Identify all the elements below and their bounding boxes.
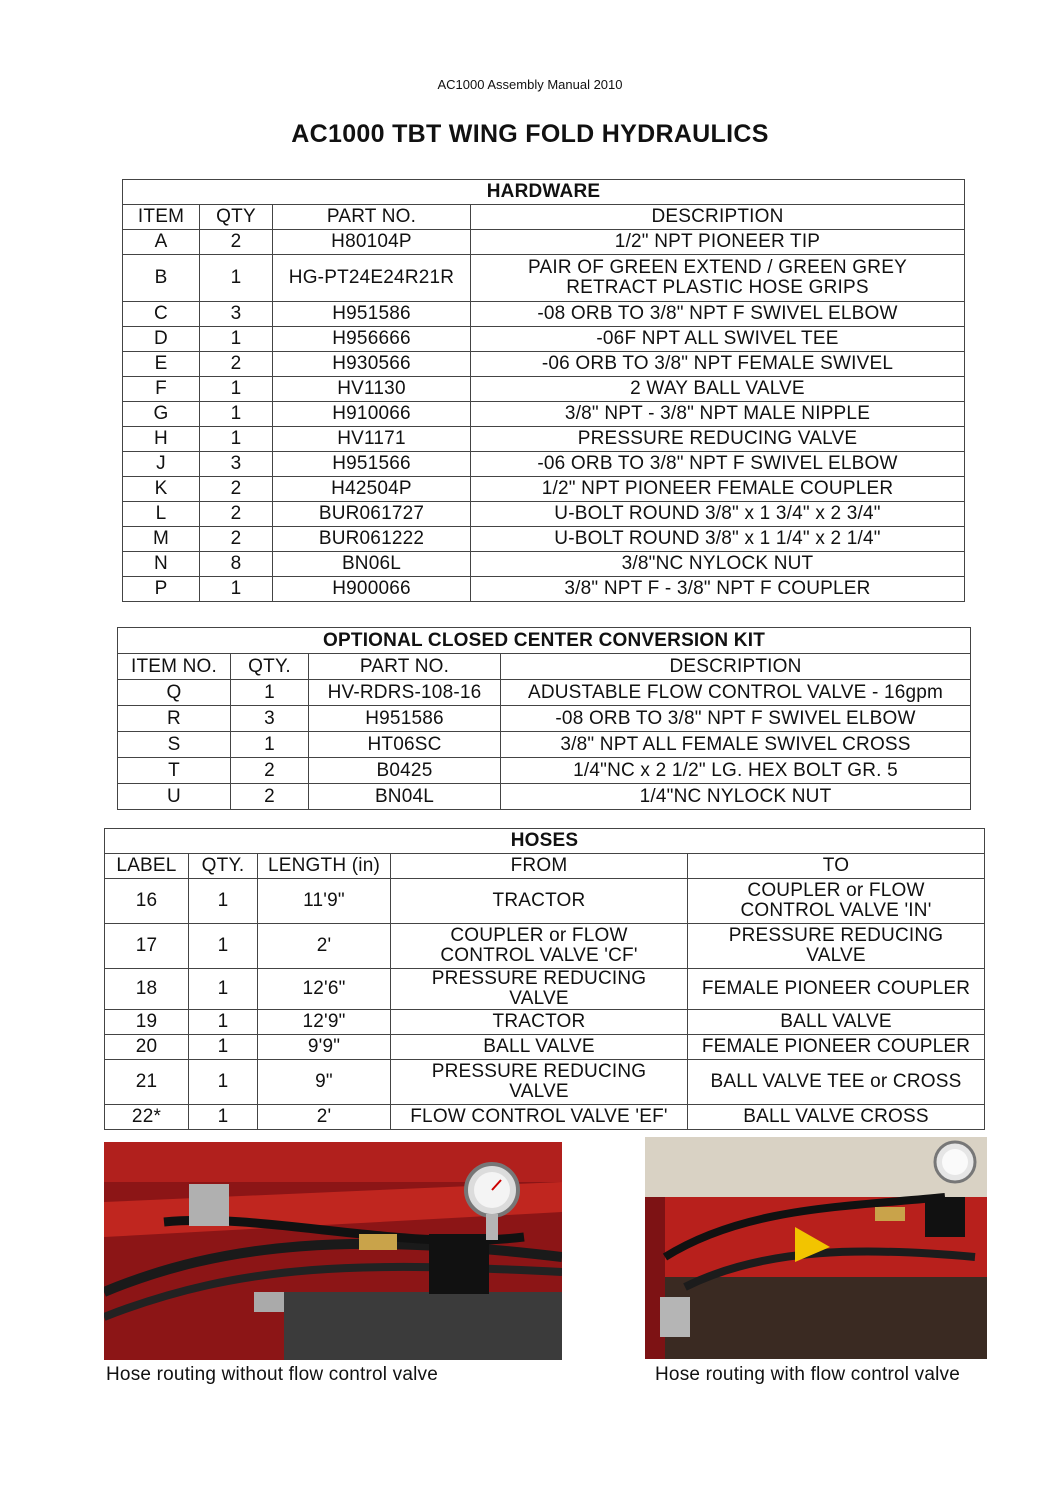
from-cell (391, 924, 688, 969)
to-line: CONTROL VALVE 'IN' (740, 900, 932, 921)
column-header: QTY (200, 205, 273, 230)
part-cell: HV1171 (273, 427, 471, 452)
from-cell (391, 969, 688, 1010)
qty-cell: 1 (189, 924, 258, 969)
table-row (118, 758, 971, 784)
part-cell: H900066 (273, 577, 471, 602)
part-cell: BUR061727 (273, 502, 471, 527)
item-cell: A (123, 230, 200, 255)
from-line: COUPLER or FLOW (450, 925, 628, 946)
item-cell: E (123, 352, 200, 377)
from-line: PRESSURE REDUCING (431, 968, 647, 989)
from-cell (391, 879, 688, 924)
from-line: TRACTOR (492, 890, 586, 911)
description-cell: -06 ORB TO 3/8" NPT FEMALE SWIVEL (471, 352, 965, 377)
column-header: PART NO. (273, 205, 471, 230)
description-cell: PRESSURE REDUCING VALVE (471, 427, 965, 452)
part-cell: HG-PT24E24R21R (273, 255, 471, 302)
part-cell: H42504P (273, 477, 471, 502)
description-cell: -08 ORB TO 3/8" NPT F SWIVEL ELBOW (501, 706, 971, 732)
length-cell: 9" (258, 1060, 391, 1105)
from-cell: FLOW CONTROL VALVE 'EF' (391, 1105, 688, 1130)
qty-cell: 2 (200, 502, 273, 527)
table-row (123, 427, 965, 452)
qty-cell: 1 (200, 255, 273, 302)
label-cell: 22* (105, 1105, 189, 1130)
length-cell: 2' (258, 924, 391, 969)
qty-cell: 2 (200, 527, 273, 552)
to-cell: BALL VALVE (688, 1010, 985, 1035)
description-cell: 2 WAY BALL VALVE (471, 377, 965, 402)
photo-hose-routing-without-flow-control (104, 1142, 562, 1360)
description-line: PAIR OF GREEN EXTEND / GREEN GREY (528, 257, 907, 278)
column-header: ITEM NO. (118, 654, 231, 680)
to-line: PRESSURE REDUCING (728, 925, 944, 946)
to-cell: BALL VALVE TEE or CROSS (688, 1060, 985, 1105)
optional-kit-table (117, 627, 971, 810)
to-cell (688, 879, 985, 924)
to-cell (688, 924, 985, 969)
length-cell: 12'6" (258, 969, 391, 1010)
item-cell: F (123, 377, 200, 402)
to-cell: FEMALE PIONEER COUPLER (688, 969, 985, 1010)
from-cell: TRACTOR (391, 1010, 688, 1035)
qty-cell: 1 (189, 1010, 258, 1035)
item-cell: T (118, 758, 231, 784)
qty-cell: 1 (231, 680, 309, 706)
from-line: VALVE (509, 988, 569, 1009)
label-cell: 20 (105, 1035, 189, 1060)
description-cell: 3/8" NPT ALL FEMALE SWIVEL CROSS (501, 732, 971, 758)
part-cell: H930566 (273, 352, 471, 377)
qty-cell: 2 (200, 230, 273, 255)
qty-cell: 2 (231, 758, 309, 784)
table-row (123, 402, 965, 427)
table-row (123, 255, 965, 302)
label-cell: 19 (105, 1010, 189, 1035)
qty-cell: 1 (200, 402, 273, 427)
item-cell: C (123, 302, 200, 327)
table-row (118, 706, 971, 732)
part-cell: BN04L (309, 784, 501, 810)
from-cell (391, 1060, 688, 1105)
from-cell: BALL VALVE (391, 1035, 688, 1060)
running-header: AC1000 Assembly Manual 2010 (437, 77, 623, 92)
qty-cell: 1 (200, 427, 273, 452)
item-cell: K (123, 477, 200, 502)
table-row (123, 452, 965, 477)
qty-cell: 8 (200, 552, 273, 577)
column-header: DESCRIPTION (501, 654, 971, 680)
part-cell: H951586 (309, 706, 501, 732)
table-row (105, 969, 985, 1010)
to-line: COUPLER or FLOW (747, 880, 925, 901)
part-cell: H80104P (273, 230, 471, 255)
item-cell: R (118, 706, 231, 732)
description-cell: 3/8" NPT - 3/8" NPT MALE NIPPLE (471, 402, 965, 427)
qty-cell: 2 (200, 352, 273, 377)
table-row (123, 230, 965, 255)
qty-cell: 1 (189, 879, 258, 924)
item-cell: L (123, 502, 200, 527)
item-cell: N (123, 552, 200, 577)
item-cell: J (123, 452, 200, 477)
table-row (123, 502, 965, 527)
table-row (123, 352, 965, 377)
qty-cell: 1 (200, 377, 273, 402)
description-cell: 1/4"NC x 2 1/2" LG. HEX BOLT GR. 5 (501, 758, 971, 784)
length-cell: 2' (258, 1105, 391, 1130)
qty-cell: 1 (189, 969, 258, 1010)
part-cell: HV-RDRS-108-16 (309, 680, 501, 706)
table-row (105, 879, 985, 924)
part-cell: BUR061222 (273, 527, 471, 552)
description-cell: -08 ORB TO 3/8" NPT F SWIVEL ELBOW (471, 302, 965, 327)
item-cell: D (123, 327, 200, 352)
table-row (118, 784, 971, 810)
photo-caption: Hose routing without flow control valve (106, 1364, 439, 1385)
from-line: PRESSURE REDUCING (431, 1061, 647, 1082)
part-cell: B0425 (309, 758, 501, 784)
length-cell: 12'9" (258, 1010, 391, 1035)
hardware-table (122, 179, 965, 602)
photo-illustration (104, 1142, 562, 1360)
qty-cell: 2 (231, 784, 309, 810)
label-cell: 18 (105, 969, 189, 1010)
description-cell: 3/8" NPT F - 3/8" NPT F COUPLER (471, 577, 965, 602)
qty-cell: 2 (200, 477, 273, 502)
part-cell: HV1130 (273, 377, 471, 402)
column-header: LABEL (105, 854, 189, 879)
photo-hose-routing-with-flow-control (645, 1137, 987, 1359)
qty-cell: 1 (189, 1105, 258, 1130)
qty-cell: 1 (200, 577, 273, 602)
part-cell: H951586 (273, 302, 471, 327)
description-cell: -06F NPT ALL SWIVEL TEE (471, 327, 965, 352)
table-row (105, 1060, 985, 1105)
column-header: QTY. (189, 854, 258, 879)
label-cell: 16 (105, 879, 189, 924)
column-header: PART NO. (309, 654, 501, 680)
table-row (105, 1035, 985, 1060)
description-cell: 1/4"NC NYLOCK NUT (501, 784, 971, 810)
from-line: CONTROL VALVE 'CF' (440, 945, 638, 966)
table-row (123, 302, 965, 327)
item-cell: U (118, 784, 231, 810)
hardware-title: HARDWARE (123, 180, 965, 205)
column-header: QTY. (231, 654, 309, 680)
part-cell: H910066 (273, 402, 471, 427)
table-row (105, 1010, 985, 1035)
qty-cell: 1 (231, 732, 309, 758)
table-row (123, 577, 965, 602)
item-cell: H (123, 427, 200, 452)
to-line: VALVE (806, 945, 866, 966)
description-cell: U-BOLT ROUND 3/8" x 1 3/4" x 2 3/4" (471, 502, 965, 527)
qty-cell: 1 (189, 1035, 258, 1060)
table-row (123, 327, 965, 352)
qty-cell: 3 (231, 706, 309, 732)
photo-illustration (645, 1137, 987, 1359)
qty-cell: 1 (189, 1060, 258, 1105)
description-cell: 3/8"NC NYLOCK NUT (471, 552, 965, 577)
item-cell: B (123, 255, 200, 302)
qty-cell: 3 (200, 452, 273, 477)
hoses-table (104, 828, 985, 1130)
length-cell: 9'9" (258, 1035, 391, 1060)
part-cell: H956666 (273, 327, 471, 352)
table-row (118, 732, 971, 758)
column-header: TO (688, 854, 985, 879)
item-cell: S (118, 732, 231, 758)
item-cell: G (123, 402, 200, 427)
table-row (123, 527, 965, 552)
to-cell: FEMALE PIONEER COUPLER (688, 1035, 985, 1060)
table-row (123, 552, 965, 577)
description-cell: U-BOLT ROUND 3/8" x 1 1/4" x 2 1/4" (471, 527, 965, 552)
hoses-title: HOSES (105, 829, 985, 854)
table-row (123, 477, 965, 502)
item-cell: P (123, 577, 200, 602)
column-header: DESCRIPTION (471, 205, 965, 230)
label-cell: 21 (105, 1060, 189, 1105)
part-cell: HT06SC (309, 732, 501, 758)
qty-cell: 1 (200, 327, 273, 352)
length-cell: 11'9" (258, 879, 391, 924)
from-line: VALVE (509, 1081, 569, 1102)
table-row (123, 377, 965, 402)
description-cell: ADUSTABLE FLOW CONTROL VALVE - 16gpm (501, 680, 971, 706)
label-cell: 17 (105, 924, 189, 969)
qty-cell: 3 (200, 302, 273, 327)
item-cell: M (123, 527, 200, 552)
description-cell (471, 255, 965, 302)
column-header: ITEM (123, 205, 200, 230)
item-cell: Q (118, 680, 231, 706)
part-cell: H951566 (273, 452, 471, 477)
page-title: AC1000 TBT WING FOLD HYDRAULICS (291, 120, 769, 148)
column-header: FROM (391, 854, 688, 879)
description-cell: -06 ORB TO 3/8" NPT F SWIVEL ELBOW (471, 452, 965, 477)
to-cell: BALL VALVE CROSS (688, 1105, 985, 1130)
description-cell: 1/2" NPT PIONEER FEMALE COUPLER (471, 477, 965, 502)
description-cell: 1/2" NPT PIONEER TIP (471, 230, 965, 255)
description-line: RETRACT PLASTIC HOSE GRIPS (566, 277, 869, 298)
optional-kit-title: OPTIONAL CLOSED CENTER CONVERSION KIT (118, 628, 971, 654)
table-row (105, 1105, 985, 1130)
part-cell: BN06L (273, 552, 471, 577)
photo-caption: Hose routing with flow control valve (655, 1364, 961, 1385)
table-row (105, 924, 985, 969)
column-header: LENGTH (in) (258, 854, 391, 879)
table-row (118, 680, 971, 706)
